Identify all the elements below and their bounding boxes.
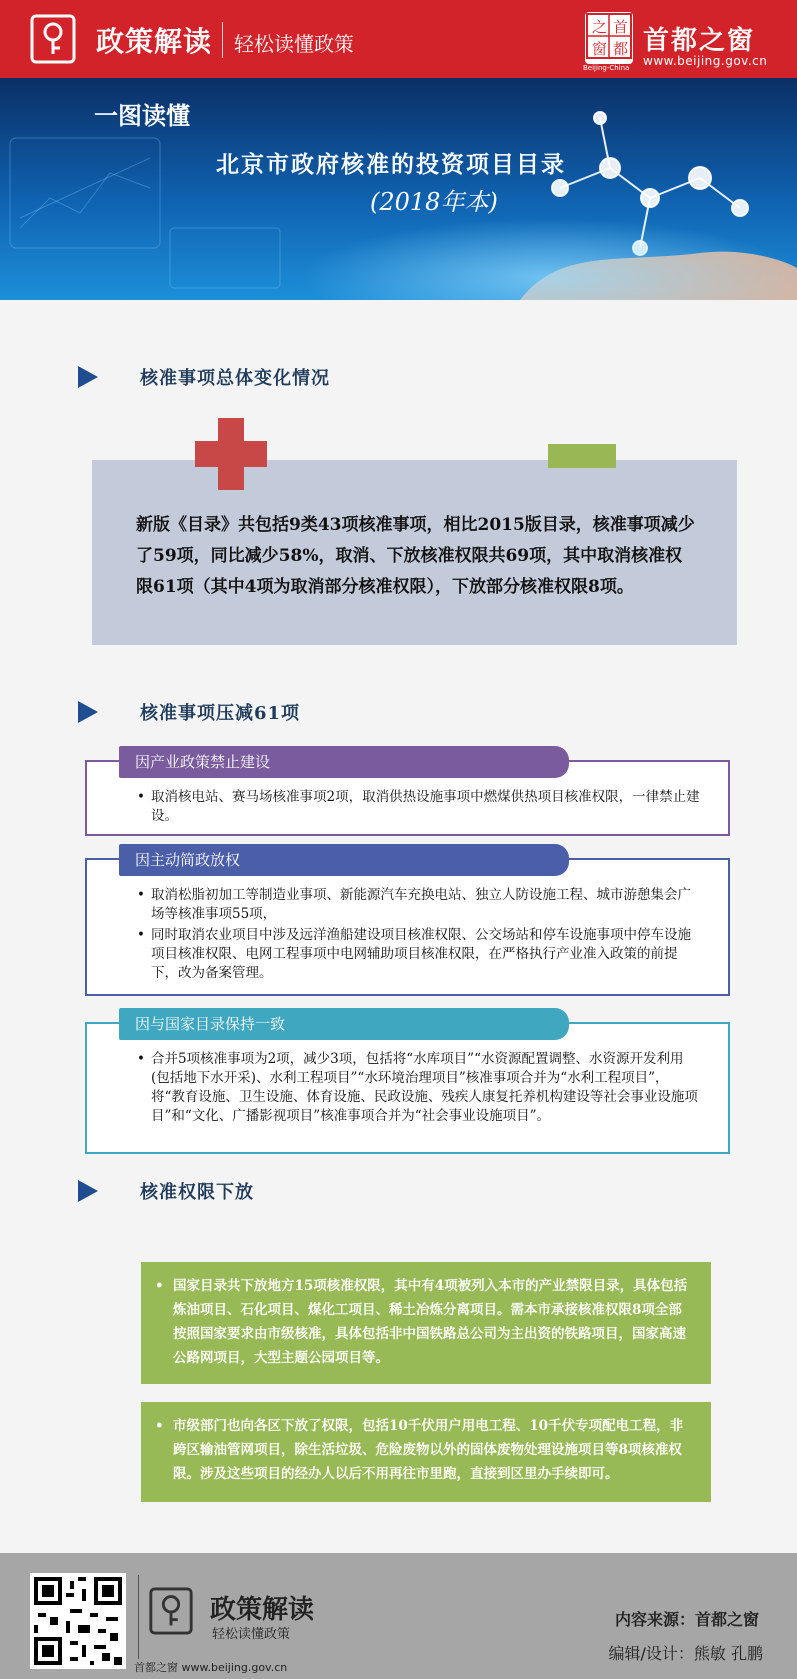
summary-text: 新版《目录》共包括9类43项核准事项，相比2015版目录，核准事项减少了59项，同比减少58%，取消、下放核准权限共69项，其中取消核准权限61项（其中4项为取消部分核准权限），下放部分核准权限8项。 (136, 515, 695, 597)
header-site-url[interactable]: www.beijing.gov.cn (643, 54, 768, 68)
delegation-text: • 国家目录共下放地方15项核准权限，其中有4项被列入本市的产业禁限目录，具体包括炼油项目、石化项目、煤化工项目、稀土冶炼分离项目。需本市承接核准权限8项全部按照国家要求由市级核准，具体包括非中国铁路总公司为主出资的铁路项目，国家高速公路网项目，大型主题公园项目等。 (155, 1274, 695, 1370)
minus-icon (548, 444, 616, 468)
section-title: 核准事项总体变化情况 (140, 368, 330, 389)
header-site-name: 首都之窗 (643, 26, 756, 56)
delegation-box-national (141, 1262, 711, 1384)
footer-tagline: 轻松读懂政策 (212, 1627, 291, 1642)
svg-text:首: 首 (613, 18, 629, 36)
banner-title: 北京市政府核准的投资项目目录 (216, 152, 566, 178)
svg-text:都: 都 (613, 40, 629, 58)
svg-text:之: 之 (592, 18, 608, 36)
footer-brand: 政策解读 (210, 1595, 315, 1625)
header-divider (222, 22, 223, 58)
reason-tab: 因产业政策禁止建设 (119, 746, 569, 778)
reason-tab: 因与国家目录保持一致 (119, 1008, 569, 1040)
hero-banner (0, 78, 797, 300)
list-item: • 同时取消农业项目中涉及远洋渔船建设项目核准权限、公交场站和停车设施事项中停车设施项目核准权限、电网工程事项中电网辅助项目核准权限，在严格执行产业准入政策的前提下，改为备案管理。 (137, 926, 700, 983)
list-item: • 取消核电站、赛马场核准事项2项，取消供热设施事项中燃煤供热项目核准权限，一律禁止建设。 (137, 788, 700, 826)
qr-code[interactable] (30, 1573, 126, 1669)
list-item: • 取消松脂初加工等制造业事项、新能源汽车充换电站、独立人防设施工程、城市游憩集会广场等核准事项55项， (137, 886, 700, 924)
svg-text:窗: 窗 (592, 40, 608, 58)
reason-tab: 因主动简政放权 (119, 844, 569, 876)
editor-credit: 编辑/设计：熊敏 孔鹏 (608, 1644, 763, 1663)
section-title: 核准权限下放 (140, 1182, 254, 1203)
beijing-seal-icon (585, 12, 633, 64)
content-source: 内容来源：首都之窗 (614, 1610, 759, 1629)
banner-eyebrow: 一图读懂 (94, 101, 190, 130)
banner-subtitle: (2018年本) (370, 188, 498, 216)
plus-icon-bar (195, 441, 267, 467)
footer-bar (0, 1553, 797, 1679)
delegation-box-municipal (141, 1402, 711, 1502)
header-brand: 政策解读 (96, 25, 213, 58)
delegation-text: • 市级部门也向各区下放了权限，包括10千伏用户用电工程、10千伏专项配电工程，非跨区输油管网项目，除生活垃圾、危险废物以外的固体废物处理设施项目等8项核准权限。涉及这些项目的经办人以后不用再往市里跑，直接到区里办手续即可。 (155, 1414, 695, 1486)
triangle-marker-icon (78, 1180, 98, 1202)
header-tagline: 轻松读懂政策 (234, 32, 354, 56)
section-title: 核准事项压减61项 (140, 703, 301, 724)
reason-list (137, 1050, 700, 1128)
triangle-marker-icon (78, 701, 98, 723)
qr-code-icon (30, 1573, 126, 1669)
triangle-marker-icon (78, 366, 98, 388)
key-logo-icon (30, 14, 76, 64)
key-logo-icon (148, 1587, 194, 1635)
footer-url[interactable]: 首都之窗 www.beijing.gov.cn (134, 1661, 288, 1674)
reason-box-national-catalog (85, 1015, 730, 1154)
summary-box (92, 460, 737, 645)
footer-divider (138, 1575, 139, 1659)
reason-list (137, 886, 700, 985)
reason-list (137, 788, 700, 828)
reason-box-industry-policy (85, 753, 730, 836)
list-item: • 合并5项核准事项为2项，减少3项，包括将“水库项目”“水资源配置调整、水资源开发利用(包括地下水开采)、水利工程项目”“水环境治理项目”核准事项合并为“水利工程项目”，将“教育设施、卫生设施、体育设施、民政设施、残疾人康复托养机构建设等社会事业设施项目”和“文化、广播影视项目”核准事项合并为“社会事业设施项目”。 (137, 1050, 700, 1126)
reason-box-streamline (85, 851, 730, 996)
seal-caption: Beijing-China (583, 64, 630, 72)
banner-glow (300, 218, 797, 300)
header-bar (0, 0, 797, 78)
